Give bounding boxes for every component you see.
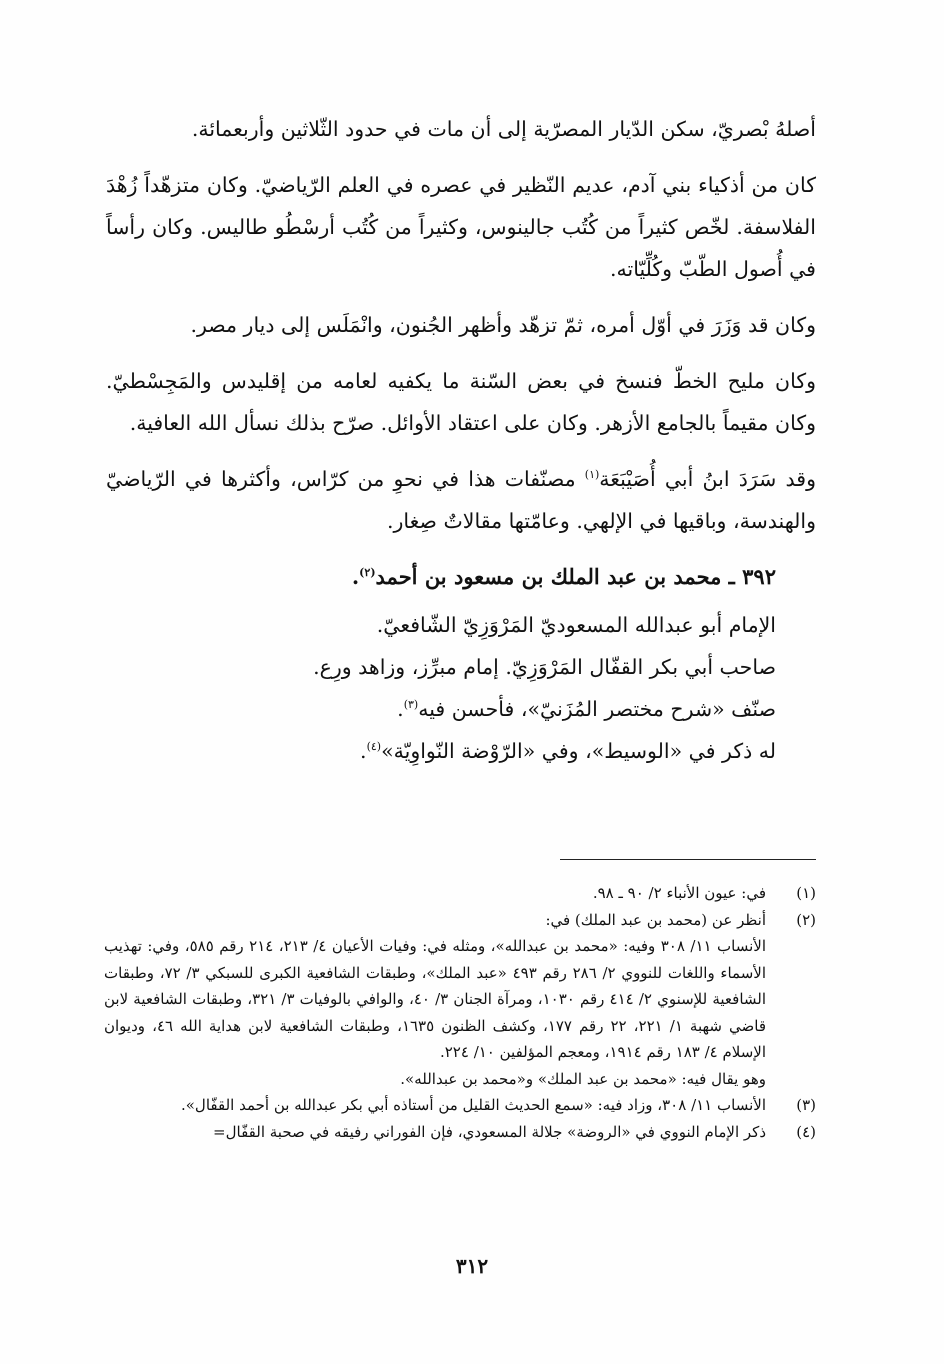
paragraph-1: أصلهُ بْصريّ، سكن الدّيار المصرّية إلى أن مات في حدود الثّلاثين وأربعمائة. [191, 117, 816, 141]
entry-line-3-text: صنّف «شرح مختصر المُزَنيّ»، فأحسن فيه [418, 697, 776, 721]
footnote-text: أنظر عن (محمد بن عبد الملك) في: [545, 910, 766, 929]
footnote-number: (٣) [796, 1096, 816, 1114]
footnote-number: (١) [796, 884, 816, 902]
footnote-ref-1: (١) [584, 468, 600, 482]
footnote-sources: الأنساب ١١/ ٣٠٨ وفيه: «محمد بن عبدالله»، ومثله في: وفيات الأعيان ٤/ ٢١٣، ٢١٤ رقم ٥٨٥، وفي: تهذيب الأسماء واللغات للنووي ٢/ ٢٨٦ رقم ٤٩٣ «عبد الملك»، وطبقات الشافعية الكبرى للسبكي ٣/ ٧٢، وطبقات الشافعية للإسنوي ٢/ ٤١٤ رقم ١٠٣٠، ومرآة الجنان ٣/ ٤٠، والوافي بالوفيات ٣/ ٣٢١، وطبقات الشافعية لابن قاضي شهبة ١/ ٢٢١، ٢٢ رقم ١٧٧، وكشف الظنون ١٦٣٥، وطبقات الشافعية لابن هداية الله ٤٦، وديوان الإسلام ٤/ ١٨٣ رقم ١٩١٤، ومعجم المؤلفين ١٠/ ٢٢٤. [104, 937, 767, 1061]
entry-line-1: الإمام أبو عبدالله المسعوديّ المَرْوَزِيّ الشّافعيّ. [376, 613, 776, 637]
main-text [106, 108, 816, 772]
paragraph-2: كان من أذكياء بني آدم، عديم النّظير في عصره في العلم الرّياضيّ. وكان متزهّداً زُهْدَ الفلاسفة. لخّص كثيراً من كُتُب جالينوس، وكثيراً من كُتُب أرسْطُو طاليس. وكان رأساً في أُصول الطّبّ وكُلِّيّاته. [106, 173, 816, 281]
footnote-divider [560, 859, 816, 860]
entry-line-2: صاحب أبي بكر القفّال المَرْوَزِيّ. إمام مبرِّز، وزاهد ورِع. [313, 655, 776, 679]
footnote-ref-2: (٢) [359, 566, 376, 579]
footnote-note: وهو يقال فيه: «محمد بن عبد الملك» و«محمد بن عبدالله». [400, 1069, 766, 1088]
page-number: ٣١٢ [455, 1254, 489, 1278]
entry-line-3 [106, 688, 776, 730]
footnote-3 [104, 1092, 816, 1119]
footnote-ref-4: (٤) [366, 740, 382, 754]
entry-title-end: . [351, 564, 360, 589]
footnote-text: في: عيون الأنباء ٢/ ٩٠ ـ ٩٨. [592, 884, 766, 902]
paragraph-5 [106, 458, 816, 542]
footnote-text: الأنساب ١١/ ٣٠٨، وزاد فيه: «سمع الحديث القليل من أستاذه أبي بكر عبدالله بن أحمد القفّال». [180, 1096, 766, 1114]
footnote-number: (٤) [796, 1122, 816, 1141]
entry-line-3-end: . [397, 697, 404, 721]
entry-line-4-end: . [360, 739, 367, 763]
footnote-number: (٢) [796, 910, 816, 929]
paragraph-5-start: وقد سَرَدَ ابنُ أبي أُصَيْبَعَة [599, 467, 816, 491]
footnote-4 [104, 1119, 816, 1146]
entry-title [106, 556, 776, 598]
footnote-2 [104, 907, 816, 1093]
entry-line-4 [106, 730, 776, 772]
paragraph-4: وكان مليح الخطّ فنسخ في بعض السّنة ما يكفيه لعامه من إقليدس والمَجِسْطيّ. وكان مقيماً بالجامع الأزهر. وكان على اعتقاد الأوائل. صرّح بذلك نسأل الله العافية. [106, 369, 816, 435]
footnote-ref-3: (٣) [403, 698, 419, 712]
entry-title-text: ٣٩٢ ـ محمد بن عبد الملك بن مسعود بن أحمد [375, 564, 776, 589]
entry-line-4-text: له ذكر في «الوسيط»، وفي «الرّوْضة النّواوِيّة» [381, 739, 776, 763]
footnotes [104, 880, 816, 1145]
footnote-text: ذكر الإمام النووي في «الروضة» جلالة المسعودي، فإن الفوراني رفيقه في صحبة القفّال= [213, 1122, 766, 1141]
paragraph-3: وكان قد وَزَرَ في أوّل أمره، ثمّ تزهّد وأظهر الجُنون، وانْمَلَس إلى ديار مصر. [190, 313, 816, 337]
paragraph-5-end: مصنّفات هذا في نحوِ من كرّاس، وأكثرها في الرّياضيّ والهندسة، وباقيها في الإلهي. وعامّتها مقالاتٌ صِغار. [106, 467, 816, 533]
footnote-1 [104, 880, 816, 907]
